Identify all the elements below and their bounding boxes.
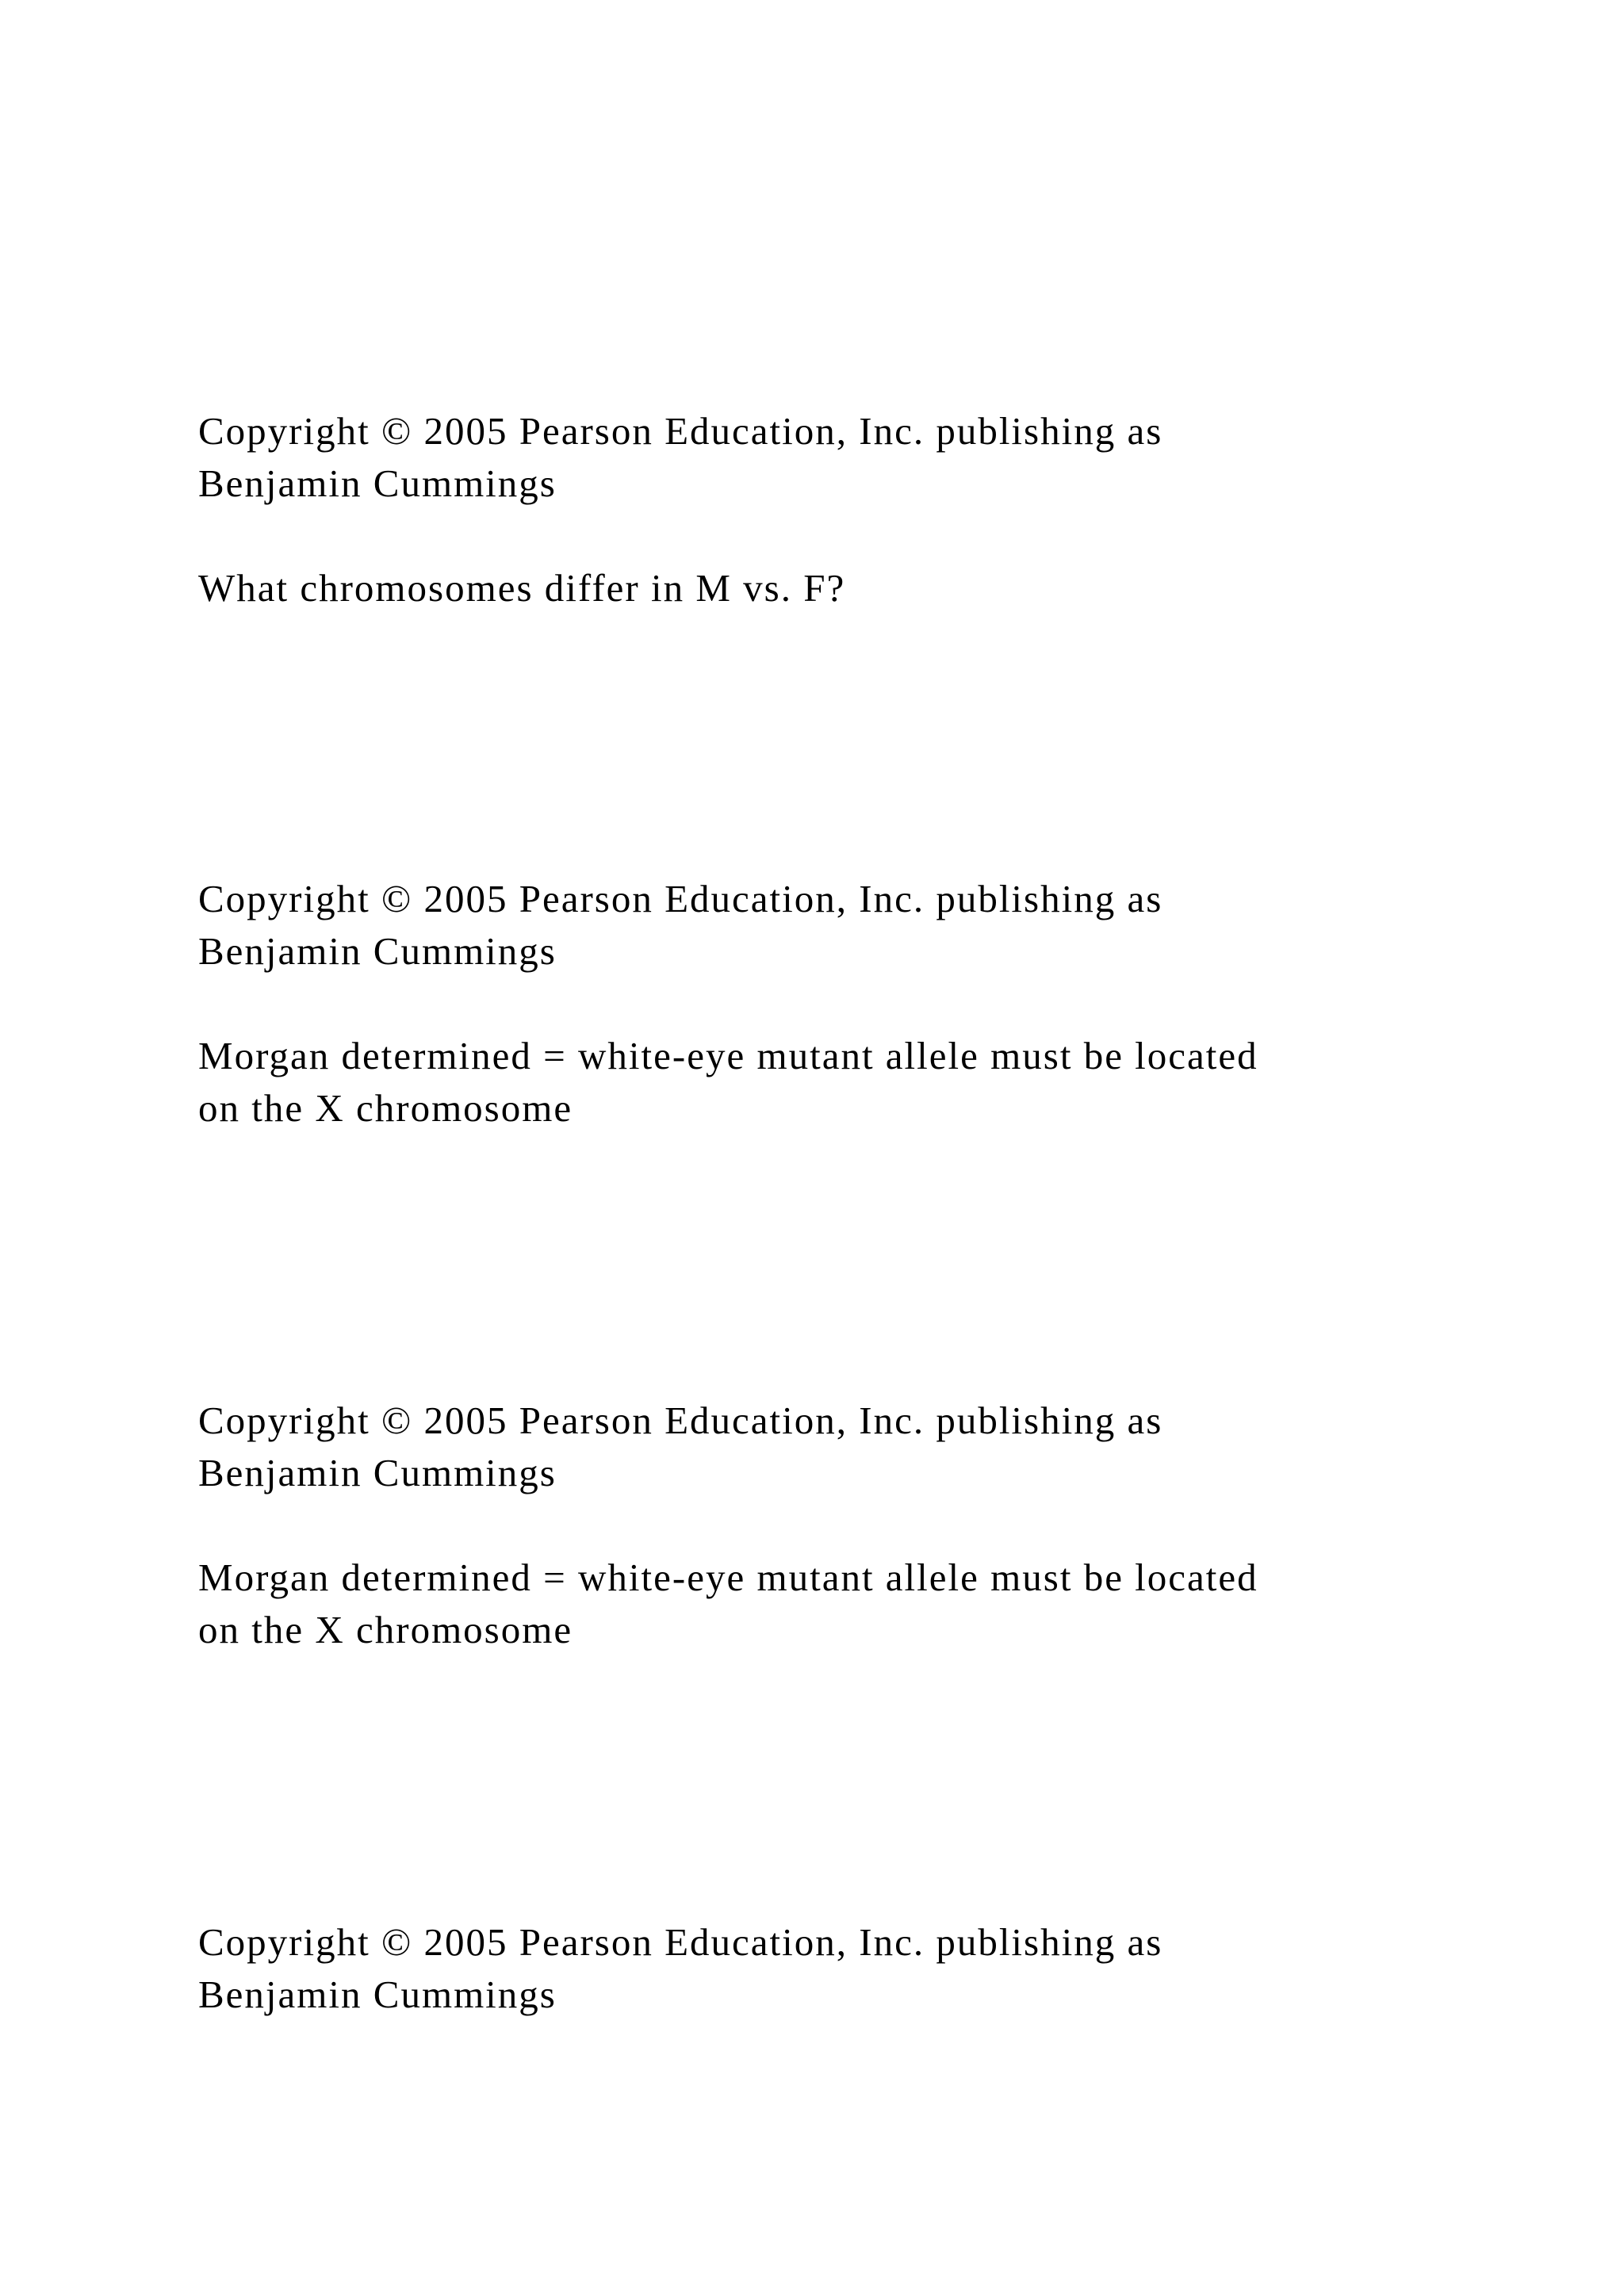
copyright-notice: Copyright © 2005 Pearson Education, Inc. publishing as (198, 1399, 1163, 1442)
copyright-notice: Copyright © 2005 Pearson Education, Inc. publishing as (198, 409, 1163, 453)
copyright-notice: Copyright © 2005 Pearson Education, Inc. publishing as (198, 1920, 1163, 1964)
document-section (198, 873, 1467, 1135)
document-section (198, 1395, 1467, 1656)
paragraph-spacer (198, 510, 1467, 562)
document-section (198, 405, 1467, 614)
copyright-publisher: Benjamin Cummings (198, 929, 557, 973)
paragraph-spacer (198, 1499, 1467, 1552)
body-text: on the X chromosome (198, 1086, 573, 1130)
body-text: Morgan determined = white-eye mutant allele must be located (198, 1034, 1258, 1077)
copyright-publisher: Benjamin Cummings (198, 461, 557, 505)
copyright-publisher: Benjamin Cummings (198, 1973, 557, 2016)
body-text: on the X chromosome (198, 1608, 573, 1651)
body-text: What chromosomes differ in M vs. F? (198, 566, 846, 610)
paragraph-spacer (198, 978, 1467, 1030)
copyright-notice: Copyright © 2005 Pearson Education, Inc. publishing as (198, 877, 1163, 920)
copyright-publisher: Benjamin Cummings (198, 1451, 557, 1494)
body-text: Morgan determined = white-eye mutant allele must be located (198, 1556, 1258, 1599)
document-section (198, 1916, 1467, 2021)
